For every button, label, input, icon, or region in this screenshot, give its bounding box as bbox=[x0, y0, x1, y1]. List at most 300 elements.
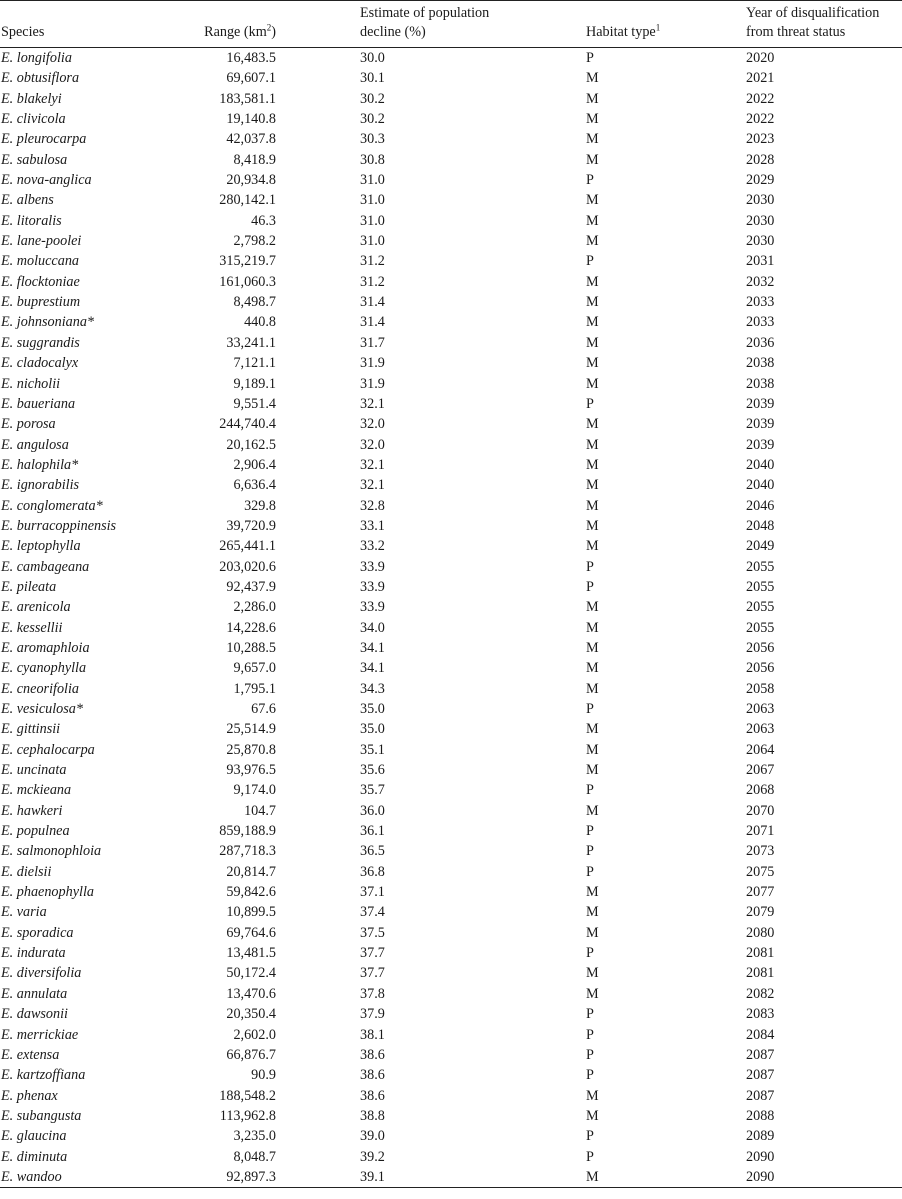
cell-species: E. extensa bbox=[1, 1046, 60, 1063]
cell-habitat: P bbox=[586, 1006, 594, 1023]
cell-decline: 32.0 bbox=[360, 436, 385, 453]
cell-decline: 32.1 bbox=[360, 477, 385, 494]
cell-decline: 33.9 bbox=[360, 599, 385, 616]
table-row bbox=[0, 679, 902, 699]
cell-year: 2039 bbox=[746, 436, 775, 453]
table-row bbox=[0, 1065, 902, 1085]
cell-habitat: M bbox=[586, 985, 599, 1002]
cell-decline: 38.6 bbox=[360, 1046, 385, 1063]
cell-decline: 33.2 bbox=[360, 538, 385, 555]
table-row bbox=[0, 109, 902, 129]
cell-decline: 33.9 bbox=[360, 558, 385, 575]
cell-range: 161,060.3 bbox=[219, 273, 276, 290]
cell-species: E. sporadica bbox=[1, 924, 74, 941]
cell-range: 20,162.5 bbox=[226, 436, 276, 453]
cell-species: E. wandoo bbox=[0, 1167, 170, 1188]
cell-species: E. cyanophylla bbox=[1, 660, 87, 677]
cell-range: 859,188.9 bbox=[219, 823, 276, 840]
cell-year: 2090 bbox=[746, 1148, 775, 1165]
cell-decline: 37.4 bbox=[360, 904, 385, 921]
cell-species: E. obtusiflora bbox=[1, 70, 80, 87]
cell-habitat: P bbox=[586, 395, 594, 412]
cell-year: 2040 bbox=[746, 477, 775, 494]
cell-species: E. diminuta bbox=[1, 1148, 68, 1165]
cell-range: 6,636.4 bbox=[233, 477, 276, 494]
cell-decline: 37.1 bbox=[360, 884, 385, 901]
cell-range: 9,551.4 bbox=[233, 395, 276, 412]
cell-range: 92,897.3 bbox=[170, 1167, 360, 1188]
cell-species: E. clivicola bbox=[1, 111, 66, 128]
cell-range: 9,174.0 bbox=[233, 782, 276, 799]
table-row bbox=[0, 862, 902, 882]
cell-habitat: M bbox=[586, 294, 599, 311]
cell-decline: 34.1 bbox=[360, 660, 385, 677]
cell-habitat: M bbox=[586, 762, 599, 779]
cell-decline: 39.1 bbox=[360, 1167, 586, 1188]
cell-year: 2063 bbox=[746, 721, 775, 738]
cell-year: 2030 bbox=[746, 233, 775, 250]
table-row bbox=[0, 699, 902, 719]
table-row bbox=[0, 1086, 902, 1106]
cell-year: 2039 bbox=[746, 416, 775, 433]
cell-decline: 36.0 bbox=[360, 802, 385, 819]
table-row bbox=[0, 536, 902, 556]
cell-species: E. uncinata bbox=[1, 762, 67, 779]
table-row bbox=[0, 435, 902, 455]
cell-habitat: M bbox=[586, 233, 599, 250]
cell-range: 67.6 bbox=[251, 701, 276, 717]
cell-year: 2087 bbox=[746, 1087, 775, 1104]
cell-species: E. dielsii bbox=[1, 863, 52, 880]
cell-year: 2056 bbox=[746, 660, 775, 677]
cell-habitat: M bbox=[586, 538, 599, 555]
cell-year: 2077 bbox=[746, 884, 775, 901]
cell-year: 2022 bbox=[746, 111, 775, 128]
table-row bbox=[0, 780, 902, 800]
cell-range: 90.9 bbox=[251, 1067, 276, 1084]
cell-range: 69,764.6 bbox=[226, 924, 276, 941]
cell-species: E. glaucina bbox=[1, 1128, 67, 1145]
table-row bbox=[0, 557, 902, 577]
cell-year: 2073 bbox=[746, 843, 775, 860]
cell-species: E. pileata bbox=[1, 578, 57, 595]
cell-year: 2067 bbox=[746, 762, 775, 779]
table-row bbox=[0, 638, 902, 658]
table-row bbox=[0, 68, 902, 88]
cell-species: E. porosa bbox=[1, 416, 56, 433]
table-row bbox=[0, 455, 902, 475]
cell-decline: 35.0 bbox=[360, 721, 385, 738]
header-range: Range $(km^2)$ bbox=[170, 1, 360, 48]
cell-species: E. gittinsii bbox=[1, 721, 61, 738]
cell-decline: 30.0 bbox=[360, 50, 385, 66]
table-row bbox=[0, 312, 902, 332]
cell-range: 20,814.7 bbox=[226, 863, 276, 880]
header-year: Year of disqualification from threat status bbox=[746, 1, 902, 48]
cell-decline: 36.8 bbox=[360, 863, 385, 880]
cell-year: 2029 bbox=[746, 172, 775, 189]
cell-species: E. annulata bbox=[1, 985, 68, 1002]
cell-decline: 31.0 bbox=[360, 233, 385, 250]
cell-year: 2071 bbox=[746, 823, 775, 840]
cell-year: 2055 bbox=[746, 619, 775, 636]
cell-decline: 36.5 bbox=[360, 843, 385, 860]
cell-species: E. kessellii bbox=[1, 619, 63, 636]
cell-year: 2022 bbox=[746, 90, 775, 107]
cell-species: E. cephalocarpa bbox=[1, 741, 95, 758]
cell-range: 8,498.7 bbox=[233, 294, 276, 311]
cell-year: 2075 bbox=[746, 863, 775, 880]
cell-species: E. buprestium bbox=[1, 294, 81, 311]
cell-decline: 39.2 bbox=[360, 1148, 385, 1165]
cell-range: 16,483.5 bbox=[226, 50, 276, 66]
cell-habitat: M bbox=[586, 131, 599, 148]
cell-year: 2063 bbox=[746, 701, 775, 717]
cell-range: 19,140.8 bbox=[226, 111, 276, 128]
cell-year: 2081 bbox=[746, 965, 775, 982]
cell-decline: 31.2 bbox=[360, 273, 385, 290]
cell-decline: 30.2 bbox=[360, 90, 385, 107]
cell-species: E. vesiculosa* bbox=[1, 701, 83, 717]
cell-species: E. suggrandis bbox=[1, 334, 80, 351]
cell-year: 2031 bbox=[746, 253, 775, 270]
cell-decline: 31.0 bbox=[360, 172, 385, 189]
cell-habitat: M bbox=[586, 334, 599, 351]
cell-decline: 31.9 bbox=[360, 355, 385, 372]
cell-year: 2030 bbox=[746, 212, 775, 229]
table-row bbox=[0, 740, 902, 760]
cell-habitat: P bbox=[586, 1128, 594, 1145]
table-row bbox=[0, 414, 902, 434]
cell-species: E. cambageana bbox=[1, 558, 90, 575]
cell-decline: 31.4 bbox=[360, 314, 385, 331]
cell-range: 92,437.9 bbox=[226, 578, 276, 595]
cell-habitat: P bbox=[586, 863, 594, 880]
cell-range: 203,020.6 bbox=[219, 558, 276, 575]
cell-species: E. leptophylla bbox=[1, 538, 81, 555]
header-row bbox=[0, 1, 902, 48]
cell-species: E. litoralis bbox=[1, 212, 62, 229]
cell-species: E. johnsoniana* bbox=[1, 314, 95, 331]
cell-species: E. populnea bbox=[1, 823, 70, 840]
cell-year: 2020 bbox=[746, 50, 775, 66]
cell-decline: 35.1 bbox=[360, 741, 385, 758]
cell-year: 2036 bbox=[746, 334, 775, 351]
cell-year: 2048 bbox=[746, 517, 775, 534]
cell-range: 1,795.1 bbox=[233, 680, 276, 697]
cell-year: 2090 bbox=[746, 1167, 902, 1188]
cell-year: 2080 bbox=[746, 924, 775, 941]
cell-habitat: P bbox=[586, 578, 594, 595]
table-row bbox=[0, 963, 902, 983]
cell-species: E. halophila* bbox=[1, 456, 79, 473]
cell-habitat: P bbox=[586, 701, 594, 717]
cell-habitat: M bbox=[586, 212, 599, 229]
cell-range: 25,870.8 bbox=[226, 741, 276, 758]
cell-decline: 37.9 bbox=[360, 1006, 385, 1023]
cell-year: 2055 bbox=[746, 599, 775, 616]
cell-habitat: M bbox=[586, 1107, 599, 1124]
cell-year: 2046 bbox=[746, 497, 775, 514]
cell-decline: 32.8 bbox=[360, 497, 385, 514]
cell-year: 2038 bbox=[746, 355, 775, 372]
cell-year: 2033 bbox=[746, 314, 775, 331]
cell-habitat: M bbox=[586, 436, 599, 453]
cell-range: 42,037.8 bbox=[226, 131, 276, 148]
cell-species: E. dawsonii bbox=[1, 1006, 69, 1023]
cell-range: 2,906.4 bbox=[233, 456, 276, 473]
cell-decline: 38.6 bbox=[360, 1087, 385, 1104]
table-row bbox=[0, 618, 902, 638]
cell-decline: 30.8 bbox=[360, 151, 385, 168]
table-row bbox=[0, 272, 902, 292]
cell-year: 2083 bbox=[746, 1006, 775, 1023]
cell-range: 315,219.7 bbox=[219, 253, 276, 270]
cell-range: 14,228.6 bbox=[226, 619, 276, 636]
cell-species: E. subangusta bbox=[1, 1107, 82, 1124]
cell-range: 9,657.0 bbox=[233, 660, 276, 677]
cell-habitat: M bbox=[586, 192, 599, 209]
cell-habitat: P bbox=[586, 1046, 594, 1063]
table-row bbox=[0, 841, 902, 861]
cell-range: 93,976.5 bbox=[226, 762, 276, 779]
cell-decline: 31.2 bbox=[360, 253, 385, 270]
header-species: Species bbox=[0, 1, 170, 48]
cell-decline: 30.3 bbox=[360, 131, 385, 148]
cell-habitat: P bbox=[586, 782, 594, 799]
cell-habitat: M bbox=[586, 70, 599, 87]
table-row bbox=[0, 1106, 902, 1126]
cell-habitat: M bbox=[586, 904, 599, 921]
cell-species: E. phaenophylla bbox=[1, 884, 94, 901]
cell-habitat: M bbox=[586, 416, 599, 433]
cell-decline: 37.5 bbox=[360, 924, 385, 941]
table-row bbox=[0, 374, 902, 394]
table-row bbox=[0, 882, 902, 902]
cell-decline: 37.7 bbox=[360, 965, 385, 982]
cell-species: E. arenicola bbox=[1, 599, 71, 616]
cell-decline: 37.7 bbox=[360, 945, 385, 962]
cell-year: 2070 bbox=[746, 802, 775, 819]
table-row bbox=[0, 190, 902, 210]
cell-range: 265,441.1 bbox=[219, 538, 276, 555]
cell-range: 10,899.5 bbox=[226, 904, 276, 921]
table-row bbox=[0, 1045, 902, 1065]
cell-decline: 38.1 bbox=[360, 1026, 385, 1043]
cell-year: 2084 bbox=[746, 1026, 775, 1043]
cell-habitat: M bbox=[586, 680, 599, 697]
cell-habitat: M bbox=[586, 314, 599, 331]
cell-species: E. nicholii bbox=[1, 375, 61, 392]
cell-range: 2,798.2 bbox=[233, 233, 276, 250]
cell-decline: 32.0 bbox=[360, 416, 385, 433]
cell-decline: 38.8 bbox=[360, 1107, 385, 1124]
cell-species: E. phenax bbox=[1, 1087, 58, 1104]
cell-range: 25,514.9 bbox=[226, 721, 276, 738]
table-row bbox=[0, 475, 902, 495]
cell-year: 2058 bbox=[746, 680, 775, 697]
cell-year: 2056 bbox=[746, 639, 775, 656]
cell-species: E. indurata bbox=[1, 945, 66, 962]
cell-decline: 35.6 bbox=[360, 762, 385, 779]
cell-range: 66,876.7 bbox=[226, 1046, 276, 1063]
cell-year: 2028 bbox=[746, 151, 775, 168]
cell-habitat: M bbox=[586, 619, 599, 636]
cell-decline: 34.3 bbox=[360, 680, 385, 697]
cell-habitat: M bbox=[586, 355, 599, 372]
cell-range: 440.8 bbox=[244, 314, 276, 331]
cell-range: 2,286.0 bbox=[233, 599, 276, 616]
cell-decline: 38.6 bbox=[360, 1067, 385, 1084]
cell-habitat: M bbox=[586, 90, 599, 107]
cell-year: 2055 bbox=[746, 558, 775, 575]
table-row bbox=[0, 801, 902, 821]
cell-year: 2023 bbox=[746, 131, 775, 148]
cell-habitat: M bbox=[586, 111, 599, 128]
cell-species: E. conglomerata* bbox=[1, 497, 103, 514]
cell-habitat: M bbox=[586, 1087, 599, 1104]
cell-habitat: M bbox=[586, 802, 599, 819]
cell-habitat: P bbox=[586, 1148, 594, 1165]
cell-habitat: M bbox=[586, 456, 599, 473]
cell-decline: 35.7 bbox=[360, 782, 385, 799]
cell-year: 2038 bbox=[746, 375, 775, 392]
cell-decline: 31.7 bbox=[360, 334, 385, 351]
cell-year: 2049 bbox=[746, 538, 775, 555]
cell-habitat: M bbox=[586, 517, 599, 534]
cell-year: 2087 bbox=[746, 1067, 775, 1084]
cell-range: 46.3 bbox=[251, 212, 276, 229]
cell-species: E. mckieana bbox=[1, 782, 72, 799]
cell-range: 69,607.1 bbox=[226, 70, 276, 87]
cell-year: 2087 bbox=[746, 1046, 775, 1063]
cell-range: 13,470.6 bbox=[226, 985, 276, 1002]
cell-species: E. moluccana bbox=[1, 253, 80, 270]
cell-habitat: M bbox=[586, 884, 599, 901]
cell-decline: 34.1 bbox=[360, 639, 385, 656]
cell-species: E. cneorifolia bbox=[1, 680, 80, 697]
cell-range: 3,235.0 bbox=[233, 1128, 276, 1145]
cell-range: 113,962.8 bbox=[219, 1107, 276, 1124]
cell-year: 2081 bbox=[746, 945, 775, 962]
table-row bbox=[0, 1025, 902, 1045]
cell-species: E. burracoppinensis bbox=[1, 517, 117, 534]
cell-range: 188,548.2 bbox=[219, 1087, 276, 1104]
table-row bbox=[0, 150, 902, 170]
table-row bbox=[0, 923, 902, 943]
cell-habitat: M bbox=[586, 741, 599, 758]
cell-decline: 36.1 bbox=[360, 823, 385, 840]
cell-habitat: M bbox=[586, 375, 599, 392]
table-row bbox=[0, 211, 902, 231]
table-header bbox=[0, 1, 902, 48]
cell-range: 39,720.9 bbox=[226, 517, 276, 534]
cell-habitat: M bbox=[586, 477, 599, 494]
table-row bbox=[0, 129, 902, 149]
cell-year: 2082 bbox=[746, 985, 775, 1002]
cell-range: 9,189.1 bbox=[233, 375, 276, 392]
cell-range: 33,241.1 bbox=[226, 334, 276, 351]
cell-habitat: P bbox=[586, 50, 594, 66]
cell-range: 20,350.4 bbox=[226, 1006, 276, 1023]
cell-year: 2068 bbox=[746, 782, 775, 799]
cell-species: E. varia bbox=[1, 904, 47, 921]
cell-habitat: M bbox=[586, 151, 599, 168]
cell-year: 2079 bbox=[746, 904, 775, 921]
cell-range: 8,048.7 bbox=[233, 1148, 276, 1165]
header-decline: Estimate of population decline (%) bbox=[360, 1, 586, 48]
cell-habitat: M bbox=[586, 273, 599, 290]
cell-decline: 37.8 bbox=[360, 985, 385, 1002]
table-row bbox=[0, 577, 902, 597]
cell-habitat: P bbox=[586, 253, 594, 270]
cell-habitat: P bbox=[586, 1026, 594, 1043]
cell-habitat: P bbox=[586, 843, 594, 860]
cell-range: 10,288.5 bbox=[226, 639, 276, 656]
cell-species: E. diversifolia bbox=[1, 965, 82, 982]
cell-species: E. lane-poolei bbox=[1, 233, 82, 250]
cell-decline: 32.1 bbox=[360, 395, 385, 412]
cell-decline: 34.0 bbox=[360, 619, 385, 636]
table-row bbox=[0, 170, 902, 190]
cell-range: 7,121.1 bbox=[233, 355, 276, 372]
table-row bbox=[0, 353, 902, 373]
table-row bbox=[0, 821, 902, 841]
table-body bbox=[0, 48, 902, 1188]
cell-habitat: M bbox=[586, 924, 599, 941]
cell-species: E. kartzoffiana bbox=[1, 1067, 86, 1084]
cell-species: E. ignorabilis bbox=[1, 477, 80, 494]
table-row bbox=[0, 943, 902, 963]
table-row bbox=[0, 1004, 902, 1024]
cell-range: 280,142.1 bbox=[219, 192, 276, 209]
table-row bbox=[0, 1167, 902, 1188]
cell-range: 50,172.4 bbox=[226, 965, 276, 982]
cell-year: 2039 bbox=[746, 395, 775, 412]
cell-species: E. salmonophloia bbox=[1, 843, 102, 860]
table-row bbox=[0, 1126, 902, 1146]
table-row bbox=[0, 496, 902, 516]
cell-range: 287,718.3 bbox=[219, 843, 276, 860]
cell-year: 2030 bbox=[746, 192, 775, 209]
cell-species: E. sabulosa bbox=[1, 151, 68, 168]
cell-species: E. hawkeri bbox=[1, 802, 63, 819]
cell-decline: 30.1 bbox=[360, 70, 385, 87]
cell-decline: 39.0 bbox=[360, 1128, 385, 1145]
cell-habitat: M bbox=[586, 497, 599, 514]
cell-species: E. longifolia bbox=[1, 50, 72, 66]
cell-range: 8,418.9 bbox=[233, 151, 276, 168]
header-habitat: Habitat type$^1$ bbox=[586, 1, 746, 48]
cell-year: 2032 bbox=[746, 273, 775, 290]
table-row bbox=[0, 1147, 902, 1167]
cell-species: E. angulosa bbox=[1, 436, 69, 453]
table-row bbox=[0, 251, 902, 271]
cell-decline: 31.9 bbox=[360, 375, 385, 392]
cell-year: 2089 bbox=[746, 1128, 775, 1145]
cell-species: E. flocktoniae bbox=[1, 273, 80, 290]
cell-habitat: M bbox=[586, 660, 599, 677]
cell-range: 59,842.6 bbox=[226, 884, 276, 901]
cell-habitat: P bbox=[586, 558, 594, 575]
table-row bbox=[0, 719, 902, 739]
cell-habitat: P bbox=[586, 823, 594, 840]
cell-year: 2033 bbox=[746, 294, 775, 311]
table-row bbox=[0, 231, 902, 251]
cell-species: E. albens bbox=[1, 192, 54, 209]
table-row bbox=[0, 394, 902, 414]
cell-species: E. nova-anglica bbox=[1, 172, 92, 189]
